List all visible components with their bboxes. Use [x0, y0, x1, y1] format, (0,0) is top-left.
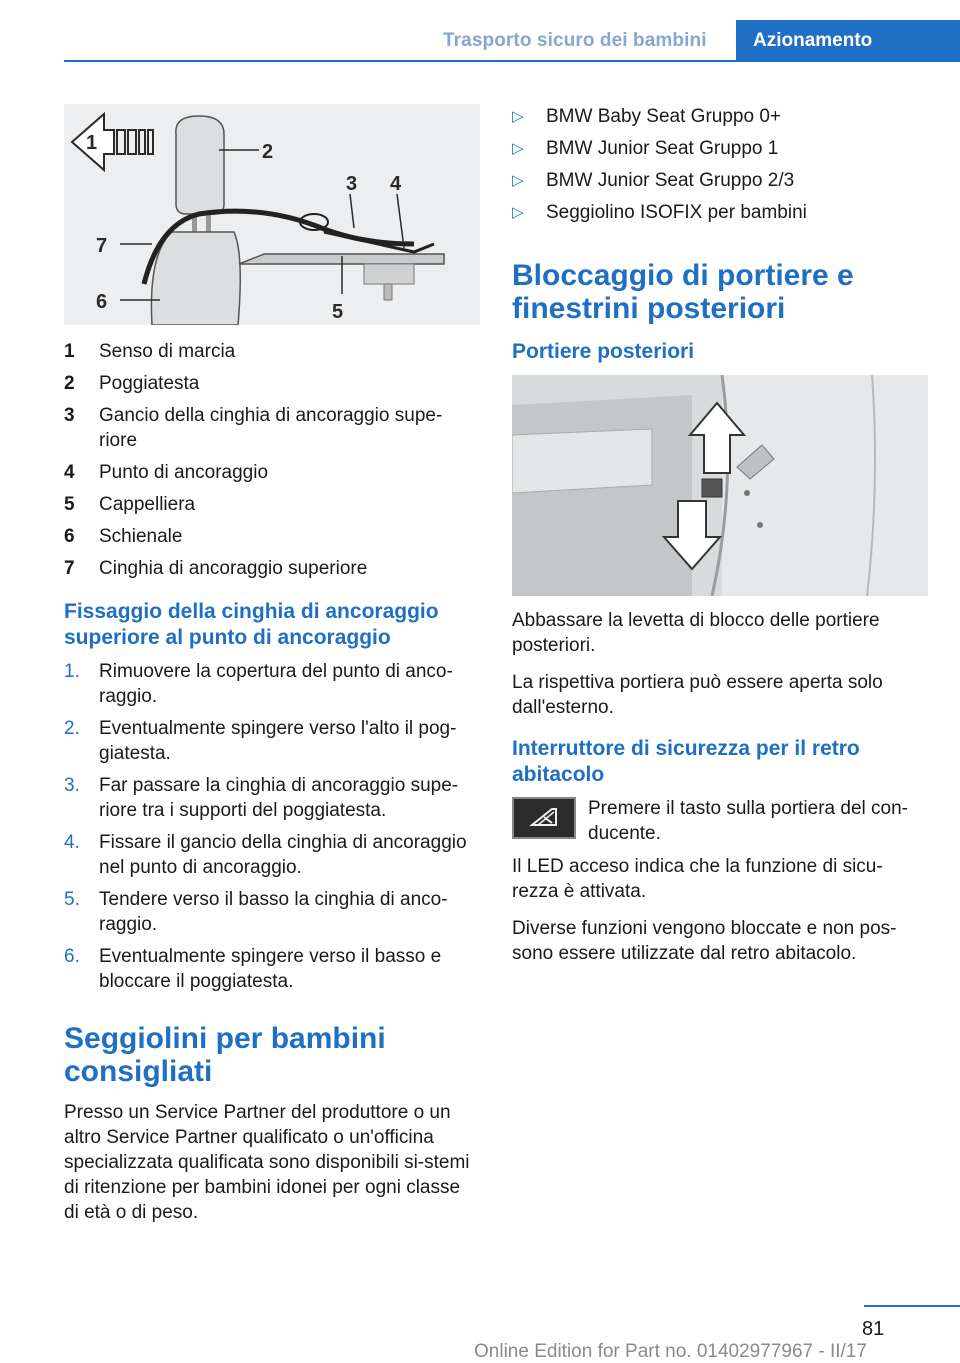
triangle-bullet-icon: ▷: [512, 172, 524, 189]
figure-label-2: 2: [262, 141, 274, 163]
seat-name: BMW Baby Seat Gruppo 0+: [546, 106, 781, 127]
seat-list-item: [512, 136, 928, 161]
figure-label-5: 5: [332, 301, 344, 323]
chapter-tab[interactable]: Azionamento: [736, 20, 960, 62]
legend-text: Poggiatesta: [99, 373, 200, 394]
seat-name: Seggiolino ISOFIX per bambini: [546, 202, 807, 223]
blocked-functions-text: Diverse funzioni vengono bloccate e non pos-sono essere utilizzate dal retro abitacolo.: [512, 918, 897, 964]
step-text: Rimuovere la copertura del punto di anco-raggio.: [99, 661, 453, 707]
legend-number: 1: [64, 341, 75, 362]
header-rule: [64, 60, 960, 62]
step-item: [64, 773, 480, 823]
anchor-diagram: [64, 104, 480, 325]
seat-list-item: [512, 200, 928, 225]
legend-item: [64, 403, 480, 453]
step-number: 2.: [64, 718, 80, 739]
seat-list-item: [512, 168, 928, 193]
step-number: 3.: [64, 775, 80, 796]
triangle-bullet-icon: ▷: [512, 108, 524, 125]
seatback-shape: [151, 232, 240, 325]
headrest-shape: [176, 116, 224, 214]
step-text: Tendere verso il basso la cinghia di anco-raggio.: [99, 889, 448, 935]
legend-number: 6: [64, 526, 75, 547]
figure-legend: [64, 339, 480, 581]
legend-text: Senso di marcia: [99, 341, 236, 362]
led-info-text: Il LED acceso indica che la funzione di sicu-rezza è attivata.: [512, 856, 883, 902]
recommended-seats-heading: Seggiolini per bambini consigliati: [64, 1022, 386, 1088]
legend-number: 4: [64, 462, 75, 483]
door-lock-image: [512, 375, 928, 596]
legend-item: [64, 460, 480, 485]
step-item: [64, 887, 480, 937]
figure-label-7: 7: [96, 235, 108, 257]
child-lock-switch-icon: [512, 797, 576, 839]
rear-doors-note: La rispettiva portiera può essere aperta solo dall'esterno.: [512, 672, 883, 718]
legend-item: [64, 371, 480, 396]
step-item: [64, 830, 480, 880]
legend-item: [64, 492, 480, 517]
step-number: 4.: [64, 832, 80, 853]
step-item: [64, 659, 480, 709]
legend-text: Cappelliera: [99, 494, 196, 515]
triangle-bullet-icon: ▷: [512, 140, 524, 157]
figure-label-6: 6: [96, 291, 108, 313]
step-text: Eventualmente spingere verso l'alto il pog-giatesta.: [99, 718, 457, 764]
anchor-illustration: [64, 104, 480, 325]
section-title[interactable]: Trasporto sicuro dei bambini: [443, 30, 707, 51]
step-text: Eventualmente spingere verso il basso e bloccare il poggiatesta.: [99, 946, 442, 992]
seat-name: BMW Junior Seat Gruppo 2/3: [546, 170, 795, 191]
legend-number: 5: [64, 494, 75, 515]
right-column: [512, 104, 928, 978]
legend-text: Cinghia di ancoraggio superiore: [99, 558, 368, 579]
legend-text: Schienale: [99, 526, 183, 547]
legend-item: [64, 524, 480, 549]
legend-item: [64, 556, 480, 581]
page-number: 81: [862, 1318, 885, 1340]
legend-number: 2: [64, 373, 75, 394]
figure-label-1: 1: [86, 132, 98, 154]
door-lock-illustration: [512, 375, 928, 596]
figure-label-3: 3: [346, 173, 358, 195]
seat-list: [512, 104, 928, 225]
rear-doors-instruction: Abbassare la levetta di blocco delle portiere posteriori.: [512, 610, 880, 656]
legend-text: Punto di ancoraggio: [99, 462, 269, 483]
figure-label-4: 4: [390, 173, 402, 195]
step-number: 6.: [64, 946, 80, 967]
step-text: Fissare il gancio della cinghia di ancoraggio nel punto di ancoraggio.: [99, 832, 467, 878]
step-number: 5.: [64, 889, 80, 910]
safety-switch-heading: Interruttore di sicurezza per il retro abitacolo: [512, 737, 860, 786]
rear-doors-heading: Portiere posteriori: [512, 340, 695, 363]
legend-number: 7: [64, 558, 75, 579]
legend-item: [64, 339, 480, 364]
step-number: 1.: [64, 661, 80, 682]
triangle-bullet-icon: ▷: [512, 204, 524, 221]
recommended-seats-text: Presso un Service Partner del produttore o un altro Service Partner qualificato o un'officina specializzata qualificata sono disponibili si-stemi di ritenzione per bambini idonei per ogni classe di età o di peso.: [64, 1102, 470, 1223]
step-item: [64, 944, 480, 994]
seat-list-item: [512, 104, 928, 129]
step-item: [64, 716, 480, 766]
page-header: [0, 0, 960, 62]
safety-switch-row: [512, 796, 928, 846]
fixing-steps: [64, 659, 480, 994]
footer-rule: [864, 1305, 960, 1307]
step-text: Far passare la cinghia di ancoraggio supe-riore tra i supporti del poggiatesta.: [99, 775, 459, 821]
left-column: [64, 104, 480, 1237]
seat-name: BMW Junior Seat Gruppo 1: [546, 138, 779, 159]
lock-heading: Bloccaggio di portiere e finestrini posteriori: [512, 259, 854, 325]
fixing-heading: Fissaggio della cinghia di ancoraggio superiore al punto di ancoraggio: [64, 600, 439, 649]
edition-note: Online Edition for Part no. 01402977967 - II/17: [474, 1341, 867, 1362]
safety-switch-text: Premere il tasto sulla portiera del con-ducente.: [588, 798, 908, 844]
legend-text: Gancio della cinghia di ancoraggio supe-riore: [99, 405, 443, 451]
legend-number: 3: [64, 405, 75, 426]
